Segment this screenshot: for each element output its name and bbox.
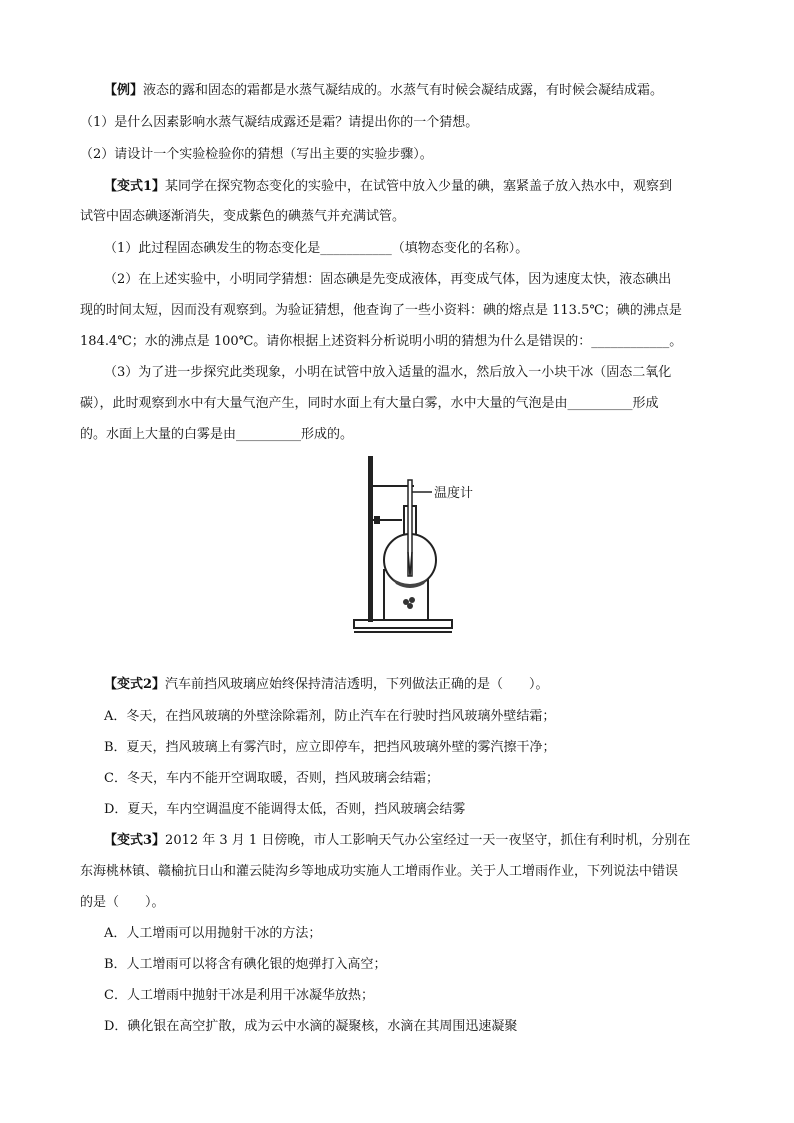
variant3-line1 xyxy=(104,832,690,850)
variant1-question-3-line1: （3）为了进一步探究此类现象，小明在试管中放入适量的温水，然后放入一小块干冰（固态二氧化 xyxy=(104,365,672,380)
apparatus-diagram xyxy=(350,452,520,642)
example-question-2: （2）请设计一个实验检验你的猜想（写出主要的实验步骤）。 xyxy=(80,147,433,162)
variant1-intro xyxy=(104,178,672,196)
example-question-1: （1）是什么因素影响水蒸气凝结成露还是霜？请提出你的一个猜想。 xyxy=(80,115,479,130)
variant1-question-2-line1: （2）在上述实验中，小明同学猜想：固态碘是先变成液体，再变成气体，因为速度太快，液态碘出 xyxy=(104,272,672,287)
variant2-option-b: B．夏天，挡风玻璃上有雾汽时，应立即停车，把挡风玻璃外壁的雾汽擦干净； xyxy=(104,740,556,755)
variant3-option-d: D．碘化银在高空扩散，成为云中水滴的凝聚核，水滴在其周围迅速凝聚 xyxy=(104,1019,518,1034)
variant3-tag: 【变式3】 xyxy=(104,833,166,848)
variant2-option-a: A．冬天，在挡风玻璃的外壁涂除霜剂，防止汽车在行驶时挡风玻璃外壁结霜； xyxy=(104,709,556,724)
variant1-intro-line2: 试管中固态碘逐渐消失，变成紫色的碘蒸气并充满试管。 xyxy=(80,209,406,224)
variant1-tag: 【变式1】 xyxy=(104,179,166,194)
variant3-option-c: C．人工增雨中抛射干冰是利用干冰凝华放热； xyxy=(104,988,374,1003)
variant1-question-2-line3: 184.4℃；水的沸点是 100℃。请你根据上述资料分析说明小明的猜想为什么是错误的：____________。 xyxy=(80,334,683,349)
variant1-question-3-line2: 碳），此时观察到水中有大量气泡产生，同时水面上有大量白雾，水中大量的气泡是由__________形成 xyxy=(80,396,659,411)
apparatus-figure xyxy=(350,452,520,642)
variant3-option-b: B．人工增雨可以将含有碘化银的炮弹打入高空； xyxy=(104,957,387,972)
variant2-question-text: 汽车前挡风玻璃应始终保持清洁透明，下列做法正确的是（ ）。 xyxy=(165,677,549,692)
thermometer-label: 温度计 xyxy=(434,485,474,500)
example-tag: 【例】 xyxy=(104,83,144,98)
example-text: 液态的露和固态的霜都是水蒸气凝结成的。水蒸气有时候会凝结成露，有时候会凝结成霜。 xyxy=(143,83,664,98)
variant2-option-c: C．冬天，车内不能开空调取暖，否则，挡风玻璃会结霜； xyxy=(104,771,439,786)
variant1-question-1: （1）此过程固态碘发生的物态变化是___________（填物态变化的名称）。 xyxy=(104,241,529,256)
variant2-tag: 【变式2】 xyxy=(104,677,166,692)
variant3-line2: 东海桃林镇、赣榆抗日山和灌云陡沟乡等地成功实施人工增雨作业。关于人工增雨作业，下列说法中错误 xyxy=(80,864,679,879)
variant1-intro-line1: 某同学在探究物态变化的实验中，在试管中放入少量的碘，塞紧盖子放入热水中，观察到 xyxy=(165,179,673,194)
variant1-question-3-line3: 的。水面上大量的白雾是由__________形成的。 xyxy=(80,427,354,442)
variant3-option-a: A．人工增雨可以用抛射干冰的方法； xyxy=(104,926,322,941)
variant3-line1-text: 2012 年 3 月 1 日傍晚，市人工影响天气办公室经过一天一夜坚守，抓住有利时机，分别在 xyxy=(165,833,691,848)
variant3-line3: 的是（ ）。 xyxy=(80,895,165,910)
variant1-question-2-line2: 现的时间太短，因而没有观察到。为验证猜想，他查询了一些小资料：碘的熔点是 113.5℃；碘的沸点是 xyxy=(80,303,682,318)
variant2-option-d: D．夏天，车内空调温度不能调得太低，否则，挡风玻璃会结雾 xyxy=(104,802,466,817)
example-paragraph xyxy=(104,82,663,100)
variant2-question xyxy=(104,676,549,694)
